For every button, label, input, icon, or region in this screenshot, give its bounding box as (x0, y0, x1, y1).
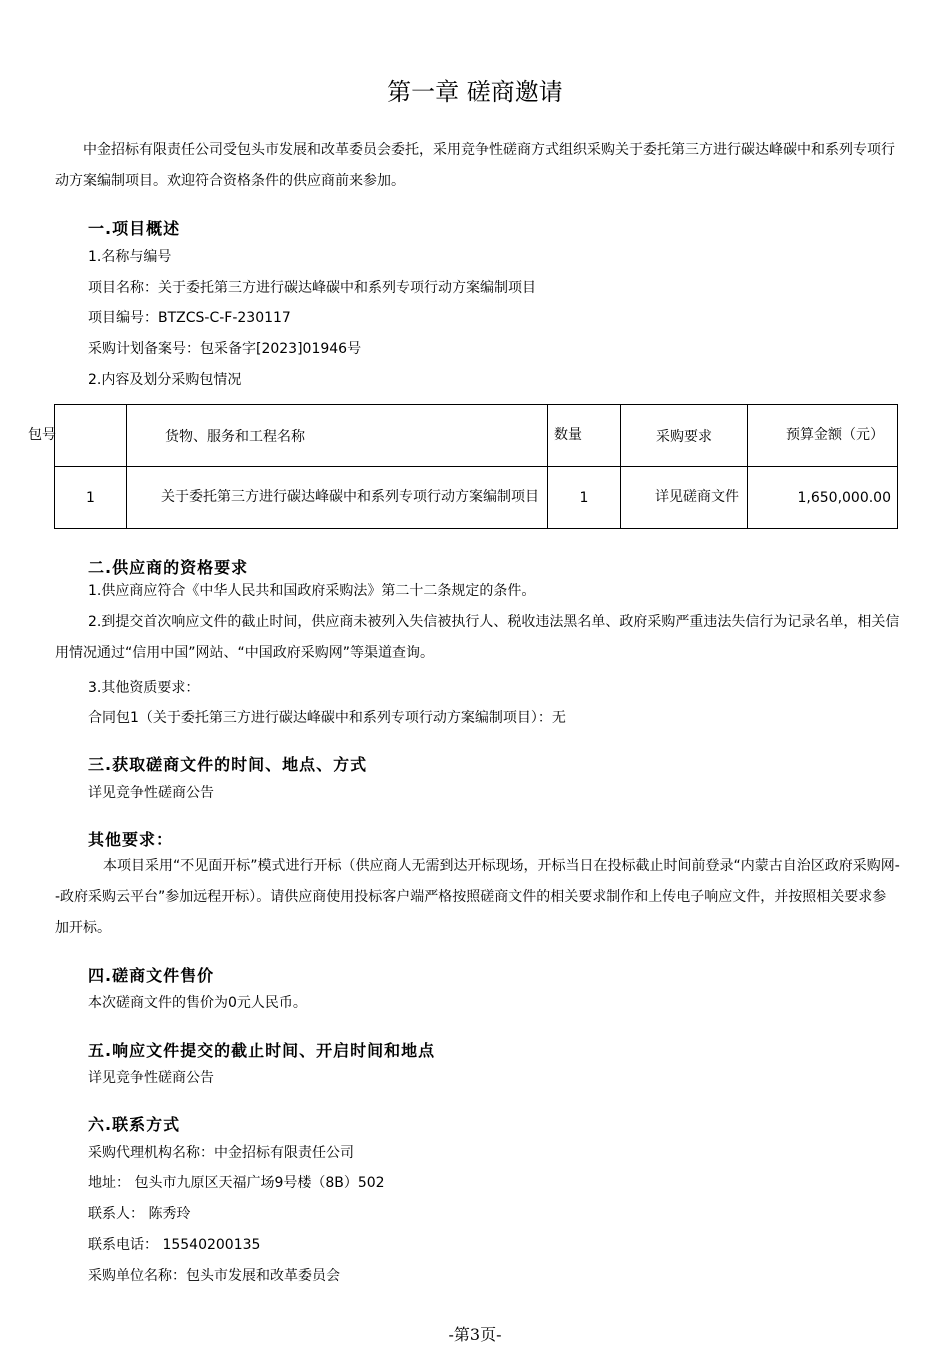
section-5-heading: 五.响应文件提交的截止时间、开启时间和地点 (88, 1041, 436, 1060)
intro-paragraph: 中金招标有限责任公司受包头市发展和改革委员会委托，采用竞争性磋商方式组织采购关于委托第三方进行碳达峰碳中和系列专项行动方案编制项目。欢迎符合资格条件的供应商前来参加。 (55, 142, 895, 189)
qualification-3: 3.其他资质要求： (88, 680, 200, 696)
name-and-number-label: 1.名称与编号 (88, 249, 172, 265)
section-4-text: 本次磋商文件的售价为0元人民币。 (88, 995, 307, 1011)
other-requirements-heading: 其他要求： (88, 830, 174, 849)
package-content-label: 2.内容及划分采购包情况 (88, 372, 242, 388)
section-2-heading: 二.供应商的资格要求 (88, 558, 249, 577)
project-number: 项目编号：BTZCS-C-F-230117 (88, 310, 291, 326)
cell-requirements: 详见磋商文件 (621, 467, 748, 529)
header-item-name: 货物、服务和工程名称 (127, 405, 548, 467)
section-5-text: 详见竞争性磋商公告 (88, 1070, 214, 1086)
header-quantity: 数量 (548, 405, 621, 467)
section-1-heading: 一.项目概述 (88, 219, 181, 238)
purchasing-unit: 采购单位名称：包头市发展和改革委员会 (88, 1268, 340, 1284)
agency-name: 采购代理机构名称：中金招标有限责任公司 (88, 1145, 354, 1161)
contact-phone: 联系电话： 15540200135 (88, 1237, 261, 1253)
package-1-requirement: 合同包1（关于委托第三方进行碳达峰碳中和系列专项行动方案编制项目）：无 (88, 710, 566, 726)
page-number: -第3页- (448, 1325, 502, 1344)
agency-address: 地址： 包头市九原区天福广场9号楼（8B）502 (88, 1175, 385, 1191)
procurement-table (28, 404, 898, 529)
section-6-heading: 六.联系方式 (88, 1115, 181, 1134)
header-package-no: 包号 (55, 405, 127, 467)
section-3-heading: 三.获取磋商文件的时间、地点、方式 (88, 755, 368, 774)
cell-package-no: 1 (55, 467, 127, 529)
header-requirements: 采购要求 (621, 405, 748, 467)
section-4-heading: 四.磋商文件售价 (88, 966, 215, 985)
qualification-1: 1.供应商应符合《中华人民共和国政府采购法》第二十二条规定的条件。 (88, 583, 536, 599)
other-requirements-text: 本项目采用“不见面开标”模式进行开标（供应商人无需到达开标现场，开标当日在投标截止时间前登录“内蒙古自治区政府采购网--政府采购云平台”参加远程开标）。请供应商使用投标客户端严格按照磋商文件的相关要求制作和上传电子响应文件，并按照相关要求参加开标。 (55, 858, 900, 936)
cell-item-name: 关于委托第三方进行碳达峰碳中和系列专项行动方案编制项目 (127, 467, 548, 529)
table-row (55, 467, 898, 529)
cell-quantity: 1 (548, 467, 621, 529)
cell-budget: 1,650,000.00 (748, 467, 898, 529)
section-3-text: 详见竞争性磋商公告 (88, 785, 214, 801)
plan-number: 采购计划备案号：包采备字[2023]01946号 (88, 341, 362, 357)
project-name: 项目名称：关于委托第三方进行碳达峰碳中和系列专项行动方案编制项目 (88, 280, 536, 296)
header-budget: 预算金额（元） (748, 405, 898, 467)
qualification-2: 2.到提交首次响应文件的截止时间，供应商未被列入失信被执行人、税收违法黑名单、政府采购严重违法失信行为记录名单，相关信用情况通过“信用中国”网站、“中国政府采购网”等渠道查询。 (55, 614, 900, 661)
chapter-title: 第一章 磋商邀请 (387, 78, 563, 106)
contact-person: 联系人： 陈秀玲 (88, 1206, 191, 1222)
table-header-row (55, 405, 898, 467)
